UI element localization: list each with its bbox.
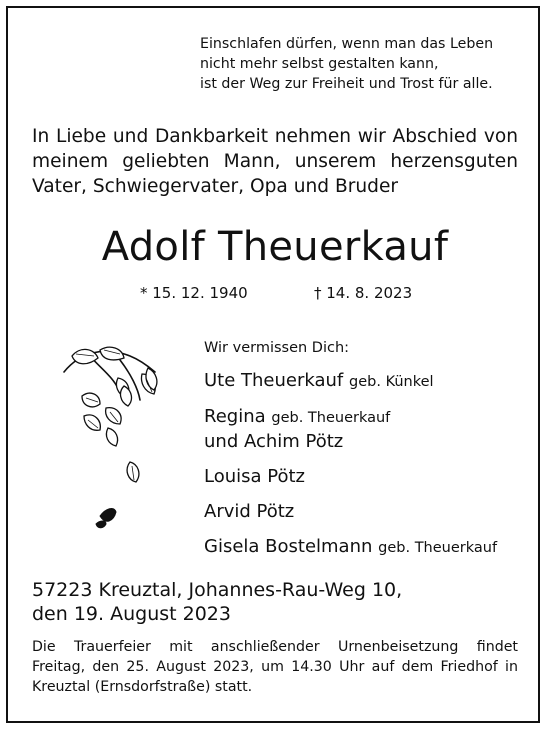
mourners-list	[204, 369, 497, 560]
mourners-heading: Wir vermissen Dich:	[204, 340, 350, 356]
address: 57223 Kreuztal, Johannes-Rau-Weg 10,	[32, 579, 403, 601]
poem-line: nicht mehr selbst gestalten kann,	[200, 56, 439, 72]
notice-line: Kreuztal (Ernsdorfstraße) statt.	[32, 679, 253, 695]
mourner-name: und Achim Pötz	[204, 431, 344, 452]
deceased-name: Adolf Theuerkauf	[101, 224, 449, 270]
intro-line: Vater, Schwiegervater, Opa und Bruder	[32, 176, 399, 197]
funeral-notice	[32, 637, 518, 697]
mourner-entry	[204, 500, 497, 524]
falling-leaves-branch-icon	[60, 338, 170, 548]
notice-line: Die Trauerfeier mit anschließender Urnenbeisetzung findet	[32, 639, 518, 655]
mourner-name: Ute Theuerkauf	[204, 370, 344, 391]
mourner-name: Gisela Bostelmann	[204, 536, 373, 557]
intro-line: meinem geliebten Mann, unserem herzensguten	[32, 151, 518, 172]
mourner-note: geb. Theuerkauf	[271, 410, 391, 426]
intro-line: In Liebe und Dankbarkeit nehmen wir Abschied von	[32, 126, 518, 147]
poem	[200, 34, 520, 94]
intro-text	[32, 124, 518, 199]
poem-line: ist der Weg zur Freiheit und Trost für alle.	[200, 76, 493, 92]
mourner-note: geb. Theuerkauf	[378, 540, 498, 556]
mourner-name: Louisa Pötz	[204, 466, 305, 487]
death-date: † 14. 8. 2023	[314, 284, 413, 302]
mourner-entry	[204, 430, 497, 454]
mourner-entry	[204, 465, 497, 489]
birth-date: * 15. 12. 1940	[140, 284, 248, 302]
mourner-entry	[204, 369, 497, 394]
mourner-entry	[204, 405, 497, 430]
mourner-note: geb. Künkel	[349, 374, 434, 390]
issue-date: den 19. August 2023	[32, 603, 231, 625]
mourner-name: Regina	[204, 406, 266, 427]
place-and-date	[32, 578, 402, 626]
mourner-entry	[204, 535, 497, 560]
notice-line: Freitag, den 25. August 2023, um 14.30 Uhr auf dem Friedhof in	[32, 659, 518, 675]
mourner-name: Arvid Pötz	[204, 501, 295, 522]
poem-line: Einschlafen dürfen, wenn man das Leben	[200, 36, 494, 52]
